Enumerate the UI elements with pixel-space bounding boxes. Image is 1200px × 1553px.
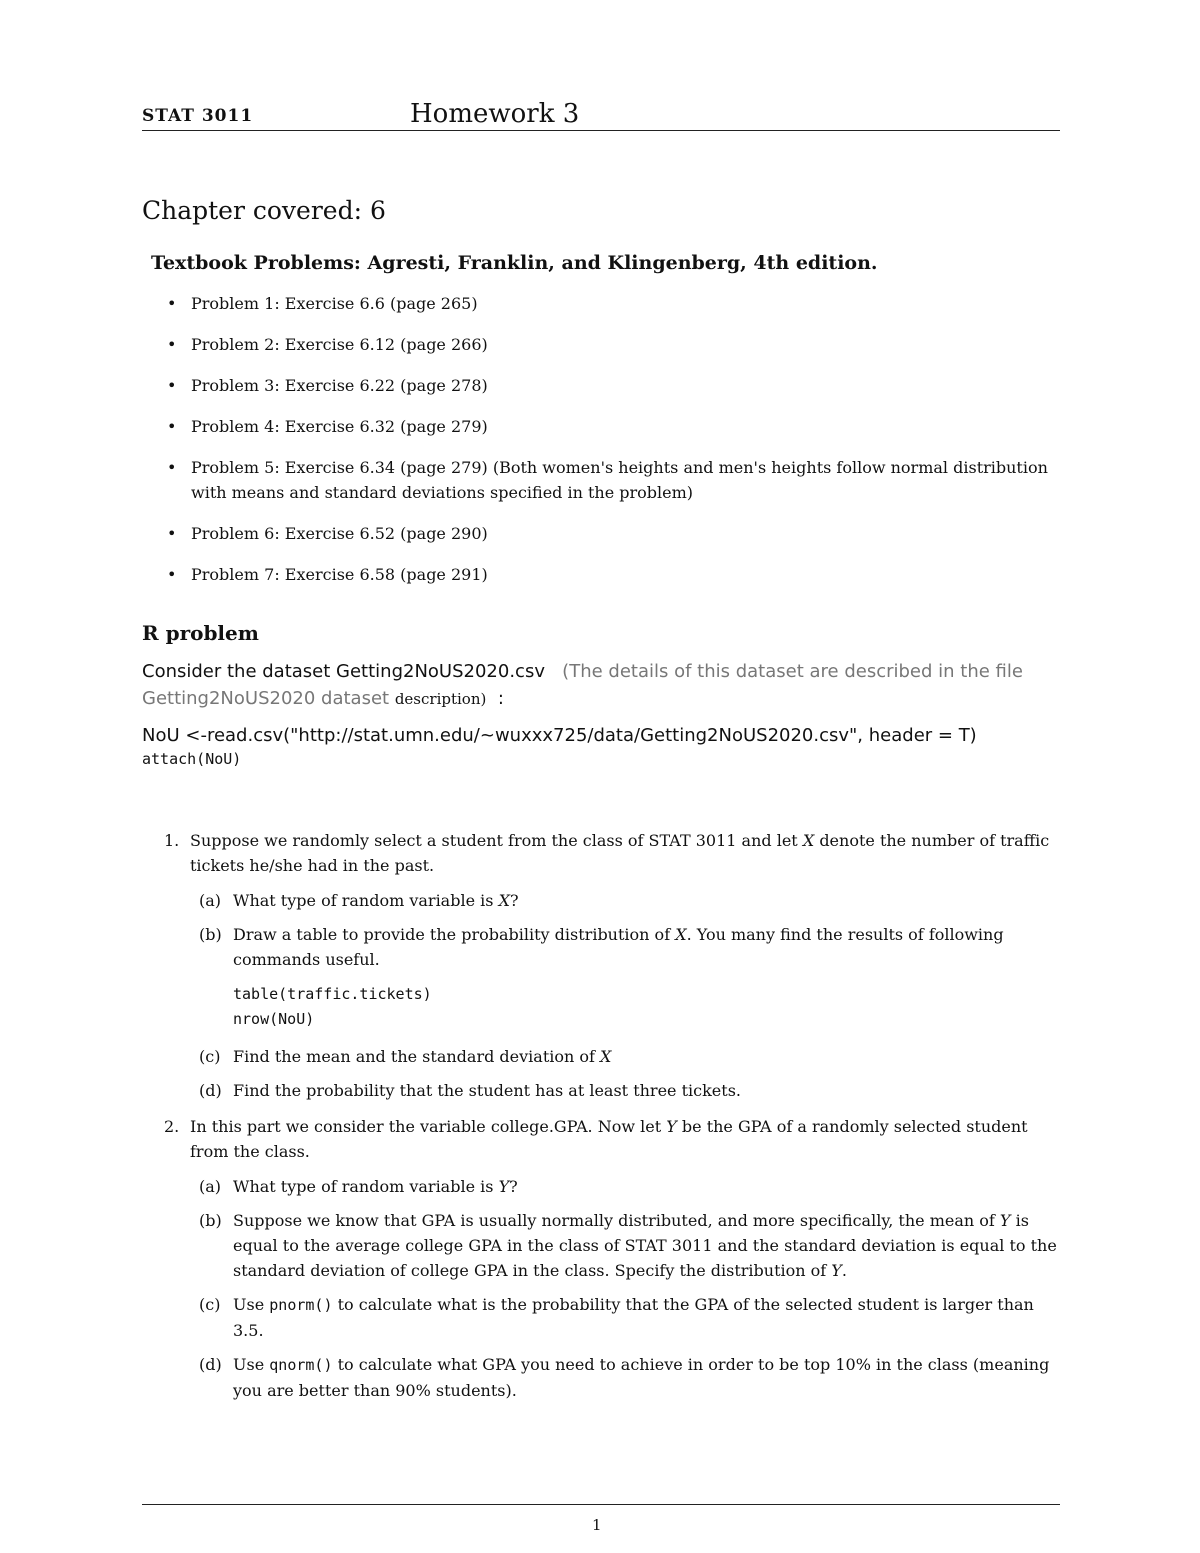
bullet-icon: •: [167, 335, 177, 354]
list-item: • Problem 2: Exercise 6.12 (page 266): [164, 332, 1060, 357]
dataset-intro: Consider the dataset Getting2NoUS2020.csv: [142, 661, 545, 682]
course-code: STAT 3011: [142, 106, 254, 126]
dataset-note: (The details of this dataset are described in the file Getting2NoUS2020 dataset: [142, 661, 1023, 709]
list-item: • Problem 6: Exercise 6.52 (page 290): [164, 521, 1060, 546]
dataset-colon: :: [497, 688, 504, 709]
bullet-icon: •: [167, 524, 177, 543]
textbook-problem-list: [164, 291, 1060, 603]
dataset-note-end: description): [394, 690, 487, 708]
question-1a: (a) What type of random variable is X?: [199, 891, 519, 910]
question-1: 1. Suppose we randomly select a student from the class of STAT 3011 and let X denote the number of traffic tickets he/she had in the past. (a) What type of random variable is X? (b) Draw a table to provide the probability distribution of X. You many find the results of following commands useful. table(traffic.tickets) nrow(NoU) (c) Find the mean and the standard deviation of X (d) Find the probability that the student has at least three tickets.: [142, 828, 1060, 1103]
question-2: 2. In this part we consider the variable college.GPA. Now let Y be the GPA of a randomly selected student from the class. (a) What type of random variable is Y? (b) Suppose we know that GPA is usually normally distributed, and more specifically, the mean of Y is equal to the average college GPA in the class of STAT 3011 and the standard deviation is equal to the standard deviation of college GPA in the class. Specify the distribution of Y. (c) Use pnorm() to calculate what is the probability that the GPA of the selected student is larger than 3.5. (d) Use qnorm() to calculate what GPA you need to achieve in order to be top 10% in the class (meaning you are better than 90% students).: [142, 1114, 1060, 1403]
document-page: [142, 0, 1060, 1553]
footer-rule: [142, 1504, 1060, 1505]
dataset-description: [142, 658, 1060, 713]
textbook-heading: Textbook Problems: Agresti, Franklin, and Klingenberg, 4th edition.: [151, 252, 878, 274]
attach-code: attach(NoU): [142, 750, 242, 768]
bullet-icon: •: [167, 294, 177, 313]
question-2a: (a) What type of random variable is Y?: [199, 1177, 518, 1196]
chapter-heading: Chapter covered: 6: [142, 196, 386, 225]
homework-title: Homework 3: [410, 99, 580, 129]
bullet-icon: •: [167, 417, 177, 436]
bullet-icon: •: [167, 376, 177, 395]
list-item: • Problem 4: Exercise 6.32 (page 279): [164, 414, 1060, 439]
question-2c: (c) Use pnorm() to calculate what is the probability that the GPA of the selected student is larger than 3.5.: [199, 1295, 1034, 1340]
page-header: [142, 98, 1060, 131]
question-1d: (d) Find the probability that the student has at least three tickets.: [199, 1081, 741, 1100]
question-2b: (b) Suppose we know that GPA is usually normally distributed, and more specifically, the mean of Y is equal to the average college GPA in the class of STAT 3011 and the standard deviation is equal to the standard deviation of college GPA in the class. Specify the distribution of Y.: [199, 1211, 1057, 1280]
page-number: 1: [592, 1516, 602, 1534]
question-2d: (d) Use qnorm() to calculate what GPA you need to achieve in order to be top 10% in the class (meaning you are better than 90% students).: [199, 1355, 1050, 1400]
question-1b: (b) Draw a table to provide the probability distribution of X. You many find the results of following commands useful.: [199, 925, 1004, 969]
list-item: • Problem 3: Exercise 6.22 (page 278): [164, 373, 1060, 398]
list-item: • Problem 7: Exercise 6.58 (page 291): [164, 562, 1060, 587]
r-code-block: table(traffic.tickets) nrow(NoU): [233, 985, 432, 1028]
bullet-icon: •: [167, 458, 177, 477]
list-item: • Problem 1: Exercise 6.6 (page 265): [164, 291, 1060, 316]
read-csv-code: NoU <-read.csv("http://stat.umn.edu/~wuxxx725/data/Getting2NoUS2020.csv", header = T): [142, 725, 977, 746]
question-list: [142, 828, 1060, 1414]
list-item: • Problem 5: Exercise 6.34 (page 279) (Both women's heights and men's heights follow normal distribution with means and standard deviations specified in the problem): [164, 455, 1060, 505]
bullet-icon: •: [167, 565, 177, 584]
r-problem-heading: R problem: [142, 621, 259, 645]
question-1c: (c) Find the mean and the standard deviation of X: [199, 1047, 612, 1066]
